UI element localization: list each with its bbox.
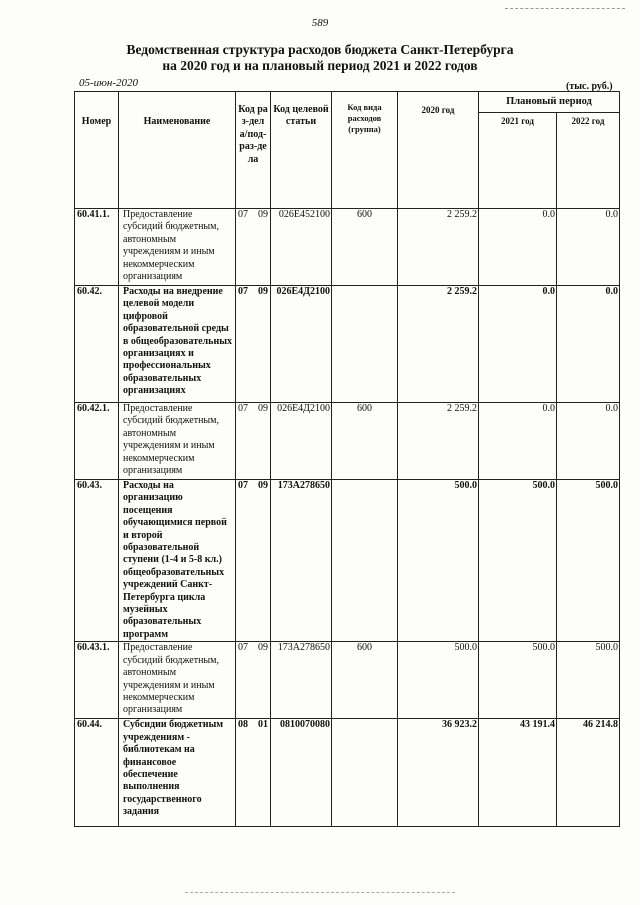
table-row (75, 480, 620, 642)
row-2020: 2 259.2 (398, 403, 479, 480)
unit-label: (тыс. руб.) (566, 81, 613, 92)
table-body (75, 209, 620, 827)
row-2021: 500.0 (479, 480, 557, 642)
row-razdel: 07 09 (236, 286, 271, 403)
budget-table (74, 91, 620, 827)
row-2021: 500.0 (479, 642, 557, 719)
row-vid: 600 (332, 642, 398, 719)
row-razdel: 07 09 (236, 480, 271, 642)
title-line-1: Ведомственная структура расходов бюджета Санкт-Петербурга (126, 42, 514, 57)
row-podrazdel: 09 (258, 403, 268, 414)
document-title (0, 42, 640, 74)
row-number: 60.43.1. (75, 642, 119, 719)
row-podrazdel: 09 (258, 642, 268, 654)
row-name: Субсидии бюджетным учреждениям - библиотекам на финансовое обеспечение выполнения государственного задания (119, 719, 236, 827)
row-number: 60.43. (75, 480, 119, 642)
row-name: Расходы на внедрение целевой модели цифровой образовательной среды в общеобразовательных организациях и профессиональных образовательных организациях (119, 286, 236, 403)
row-stat: 173А278650 (271, 642, 332, 719)
header-name: Наименование (119, 92, 236, 209)
header-plan-period: Плановый период (479, 92, 620, 113)
row-name: Расходы на организацию посещения обучающимися первой и второй образовательной ступени (1-4 и 5-8 кл.) общеобразовательных учреждений Санкт-Петербурга цикла музейных образовательных программ (119, 480, 236, 642)
row-number: 60.42.1. (75, 403, 119, 480)
bottom-dashed-line (185, 892, 455, 893)
row-2022: 0.0 (557, 209, 620, 286)
table-row (75, 286, 620, 403)
row-vid (332, 286, 398, 403)
row-name: Предоставление субсидий бюджетным, автономным учреждениям и иным некоммерческим организациям (119, 642, 236, 719)
table-row (75, 403, 620, 480)
header-2020: 2020 год (398, 92, 479, 209)
row-2020: 2 259.2 (398, 209, 479, 286)
row-stat: 026Е4Д2100 (271, 286, 332, 403)
row-2021: 0.0 (479, 403, 557, 480)
row-2022: 0.0 (557, 286, 620, 403)
row-2021: 43 191.4 (479, 719, 557, 827)
row-stat: 026Е4Д2100 (271, 403, 332, 480)
row-podrazdel: 09 (258, 209, 268, 220)
row-podrazdel: 09 (258, 286, 268, 297)
row-stat: 173А278650 (271, 480, 332, 642)
header-2021: 2021 год (479, 113, 557, 209)
row-podrazdel: 09 (258, 480, 268, 491)
row-2022: 46 214.8 (557, 719, 620, 827)
row-podrazdel: 01 (258, 719, 268, 731)
row-2022: 0.0 (557, 403, 620, 480)
row-vid: 600 (332, 403, 398, 480)
row-2022: 500.0 (557, 642, 620, 719)
row-number: 60.44. (75, 719, 119, 827)
row-2021: 0.0 (479, 209, 557, 286)
row-stat: 0810070080 (271, 719, 332, 827)
header-code-razdel: Код раз-дела/под-раз-дела (236, 92, 271, 209)
header-code-stat: Код целевой статьи (271, 92, 332, 209)
header-2022: 2022 год (557, 113, 620, 209)
table-row (75, 719, 620, 827)
document-date: 05-июн-2020 (79, 77, 139, 89)
row-name: Предоставление субсидий бюджетным, автономным учреждениям и иным некоммерческим организациям (119, 403, 236, 480)
row-razdel: 08 01 (236, 719, 271, 827)
row-2020: 2 259.2 (398, 286, 479, 403)
header-num: Номер (75, 92, 119, 209)
row-number: 60.41.1. (75, 209, 119, 286)
header-row-1 (75, 92, 620, 113)
page-number: 589 (311, 17, 329, 29)
row-razdel: 07 09 (236, 209, 271, 286)
title-line-2: на 2020 год и на плановый период 2021 и 2022 годов (162, 58, 478, 73)
row-razdel: 07 09 (236, 642, 271, 719)
row-name: Предоставление субсидий бюджетным, автономным учреждениям и иным некоммерческим организациям (119, 209, 236, 286)
row-vid: 600 (332, 209, 398, 286)
header-code-vid: Код вида расходов (группа) (332, 92, 398, 209)
row-2022: 500.0 (557, 480, 620, 642)
row-2020: 36 923.2 (398, 719, 479, 827)
table-row (75, 209, 620, 286)
row-2021: 0.0 (479, 286, 557, 403)
row-2020: 500.0 (398, 642, 479, 719)
row-razdel: 07 09 (236, 403, 271, 480)
row-stat: 026Е452100 (271, 209, 332, 286)
row-vid (332, 480, 398, 642)
top-dashed-line (505, 8, 625, 9)
row-2020: 500.0 (398, 480, 479, 642)
row-vid (332, 719, 398, 827)
table-row (75, 642, 620, 719)
row-number: 60.42. (75, 286, 119, 403)
